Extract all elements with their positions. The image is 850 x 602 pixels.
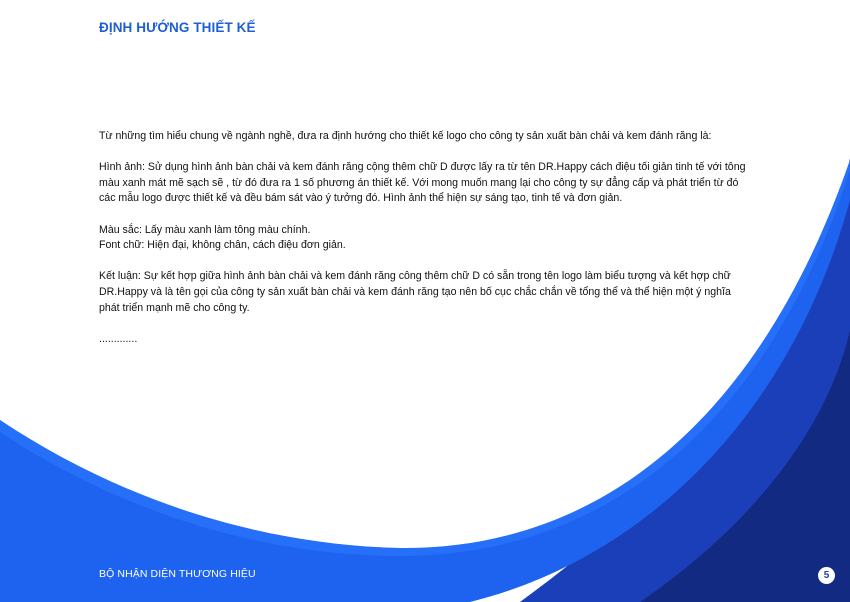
conclusion-paragraph-line: Kết luận: Sự kết hợp giữa hình ảnh bàn chải và kem đánh răng công thêm chữ D có sẵn trong tên logo làm biểu tượng và kết hợp chữ	[99, 270, 731, 283]
conclusion-paragraph-line: DR.Happy và là tên gọi của công ty sản xuất bàn chải và kem đánh răng tạo nên bố cục chắc chắn về tổng thể và thể hiện một ý nghĩa	[99, 285, 731, 298]
font-line: Font chữ: Hiện đại, không chân, cách điệu đơn giản.	[99, 239, 346, 252]
color-line: Màu sắc: Lấy màu xanh làm tông màu chính.	[99, 223, 311, 236]
image-paragraph-line: các mẫu logo được thiết kế và đều bám sát vào ý tưởng đó. Hình ảnh thể hiện sự sáng tạo, tinh tế và đơn giản.	[99, 192, 623, 205]
page-title: ĐỊNH HƯỚNG THIẾT KẾ	[99, 20, 256, 35]
intro-paragraph: Từ những tìm hiểu chung về ngành nghề, đưa ra định hướng cho thiết kế logo cho công ty sản xuất bàn chải và kem đánh răng là:	[99, 130, 712, 142]
page-number-badge: 5	[818, 567, 835, 584]
ellipsis-line: .............	[99, 332, 138, 345]
content-body	[99, 129, 789, 347]
image-paragraph-line: Hình ảnh: Sử dụng hình ảnh bàn chải và kem đánh răng cộng thêm chữ D được lấy ra từ tên DR.Happy cách điệu tối giản tinh tế với tông	[99, 161, 746, 174]
conclusion-paragraph-line: phát triển mạnh mẽ cho công ty.	[99, 301, 250, 314]
footer-title: BỘ NHẬN DIỆN THƯƠNG HIỆU	[99, 568, 256, 580]
image-paragraph-line: màu xanh mát mẽ sạch sẽ , từ đó đưa ra 1 số phương án thiết kế. Với mong muốn mang lại cho công ty sự đẳng cấp và phát triển từ đó	[99, 176, 739, 189]
